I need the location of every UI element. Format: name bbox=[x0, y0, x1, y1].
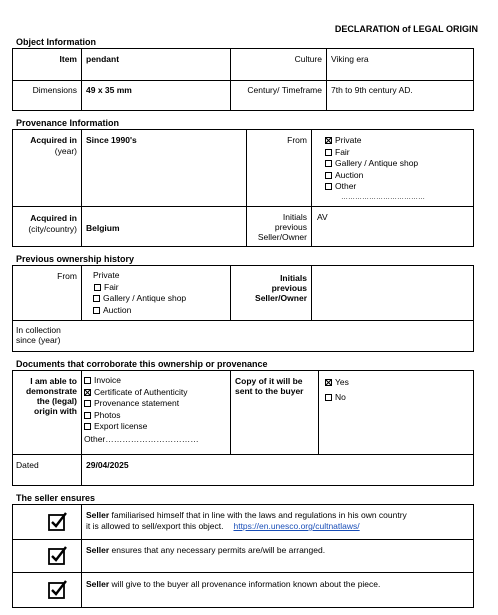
copy-option-no[interactable]: No bbox=[325, 392, 349, 404]
prev-option-fair[interactable]: Fair bbox=[93, 282, 186, 294]
object-info-heading: Object Information bbox=[16, 37, 97, 47]
dated-value: 29/04/2025 bbox=[86, 460, 129, 470]
document-options bbox=[84, 375, 199, 445]
seller-row-1: Seller familiarised himself that in line with the laws and regulations in his own country it is allowed to sell/export this object. https://en.unesco.org/cultnatlaws/ bbox=[86, 510, 407, 531]
initials-value: AV bbox=[317, 212, 328, 222]
previous-ownership-table bbox=[12, 265, 474, 352]
checkbox-icon bbox=[84, 377, 91, 384]
unesco-link[interactable]: https://en.unesco.org/cultnatlaws/ bbox=[233, 521, 360, 531]
previous-ownership-heading: Previous ownership history bbox=[16, 254, 135, 264]
acquired-in-label-2: Acquired in bbox=[30, 213, 77, 223]
seller-row-2: Seller ensures that any necessary permits are/will be arranged. bbox=[86, 545, 326, 555]
object-info-table bbox=[12, 48, 474, 111]
doc-option-photos[interactable]: Photos bbox=[84, 410, 199, 422]
dimensions-value: 49 x 35 mm bbox=[86, 85, 132, 95]
doc-option-export[interactable]: Export license bbox=[84, 421, 199, 433]
city-value: Belgium bbox=[86, 223, 120, 233]
checkbox-checked-icon bbox=[325, 137, 332, 144]
dated-label: Dated bbox=[16, 460, 39, 470]
city-hint: (city/country) bbox=[28, 224, 77, 234]
in-collection-label: In collection since (year) bbox=[16, 325, 61, 345]
from-option-fair[interactable]: Fair bbox=[325, 147, 418, 159]
documents-heading: Documents that corroborate this ownership or provenance bbox=[16, 359, 268, 369]
checkbox-icon bbox=[84, 423, 91, 430]
prev-from-label: From bbox=[57, 271, 77, 281]
other-dots: ……………………………… bbox=[341, 194, 425, 201]
document-title: DECLARATION of LEGAL ORIGIN bbox=[334, 24, 478, 34]
checkbox-icon bbox=[84, 400, 91, 407]
century-label: Century/ Timeframe bbox=[247, 85, 322, 95]
documents-table bbox=[12, 370, 474, 486]
checkbox-icon bbox=[325, 149, 332, 156]
doc-option-provenance[interactable]: Provenance statement bbox=[84, 398, 199, 410]
initials-label: Initials previous Seller/Owner bbox=[257, 212, 307, 242]
provenance-table bbox=[12, 129, 474, 247]
year-hint: (year) bbox=[54, 146, 77, 156]
seller-ensures-heading: The seller ensures bbox=[16, 493, 96, 503]
checkbox-checked-icon bbox=[84, 389, 91, 396]
from-option-other[interactable]: Other bbox=[325, 181, 418, 193]
able-label: I am able to demonstrate the (legal) origin with bbox=[25, 376, 77, 416]
culture-label: Culture bbox=[294, 54, 322, 64]
from-option-private[interactable]: Private bbox=[325, 135, 418, 147]
from-option-gallery[interactable]: Gallery / Antique shop bbox=[325, 158, 418, 170]
from-label: From bbox=[287, 135, 307, 145]
prev-from-options bbox=[93, 270, 186, 316]
checkbox-icon bbox=[84, 412, 91, 419]
prev-option-auction[interactable]: Auction bbox=[93, 305, 186, 317]
checkbox-icon bbox=[325, 394, 332, 401]
prev-option-gallery[interactable]: Gallery / Antique shop bbox=[93, 293, 186, 305]
acquired-in-label: Acquired in bbox=[30, 135, 77, 145]
provenance-heading: Provenance Information bbox=[16, 118, 120, 128]
checkbox-icon bbox=[93, 295, 100, 302]
checkbox-icon bbox=[325, 172, 332, 179]
checkbox-checked-icon bbox=[325, 379, 332, 386]
item-label: Item bbox=[59, 54, 77, 64]
checkbox-icon bbox=[94, 284, 101, 291]
checkmark-icon bbox=[48, 511, 68, 531]
dimensions-label: Dimensions bbox=[32, 85, 77, 95]
century-value: 7th to 9th century AD. bbox=[331, 85, 413, 95]
checkbox-icon bbox=[325, 160, 332, 167]
doc-option-certificate[interactable]: Certificate of Authenticity bbox=[84, 387, 199, 399]
checkbox-icon bbox=[325, 183, 332, 190]
copy-label: Copy of it will be sent to the buyer bbox=[235, 376, 304, 396]
copy-option-yes[interactable]: Yes bbox=[325, 377, 349, 389]
prev-initials-label: Initials previous Seller/Owner bbox=[255, 273, 307, 303]
prev-option-private: Private bbox=[93, 270, 120, 280]
from-options bbox=[325, 135, 418, 193]
checkbox-icon bbox=[93, 307, 100, 314]
from-option-auction[interactable]: Auction bbox=[325, 170, 418, 182]
seller-ensures-table bbox=[12, 504, 474, 608]
doc-option-other: Other…………………………… bbox=[84, 433, 199, 444]
culture-value: Viking era bbox=[331, 54, 369, 64]
checkmark-icon bbox=[48, 545, 68, 565]
year-value: Since 1990's bbox=[86, 135, 137, 145]
checkmark-icon bbox=[48, 579, 68, 599]
item-value: pendant bbox=[86, 54, 120, 64]
seller-row-3: Seller will give to the buyer all provenance information known about the piece. bbox=[86, 579, 381, 589]
doc-option-invoice[interactable]: Invoice bbox=[84, 375, 199, 387]
copy-options bbox=[325, 377, 349, 403]
